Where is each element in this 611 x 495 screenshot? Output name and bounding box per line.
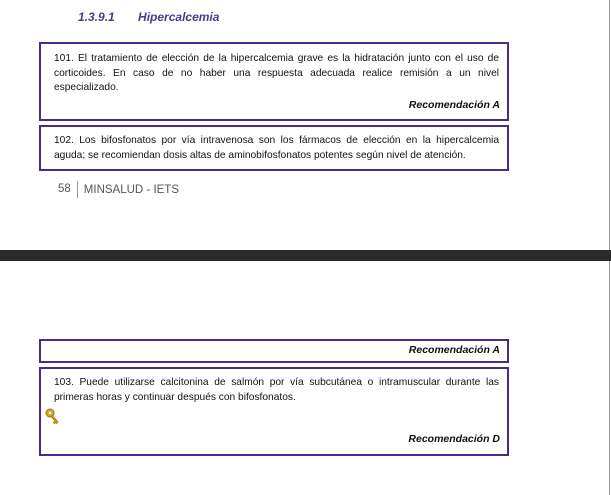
recommendation-box-101 [39, 42, 509, 121]
recommendation-text: 103. Puede utilizarse calcitonina de salmón por vía subcutánea o intramuscular durante las primeras horas y continuar después con bifosfonatos. [54, 377, 499, 403]
recommendation-text: 102. Los bifosfonatos por vía intravenosa son los fármacos de elección en la hipercalcemia aguda; se recomiendan dosis altas de aminobifosfonatos potentes según nivel de atención. [54, 135, 499, 161]
recommendation-grade: Recomendación D [408, 433, 500, 445]
page-footer [58, 181, 179, 198]
recommendation-text: 101. El tratamiento de elección de la hipercalcemia grave es la hidratación junto con el uso de corticoides. En caso de no haber una respuesta adecuada realice remisión a un nivel especializado. [54, 53, 499, 93]
key-icon[interactable] [45, 408, 61, 431]
page-separator [0, 250, 611, 261]
recommendation-box-103 [39, 367, 509, 456]
page-number: 58 [58, 181, 78, 198]
footer-publisher: MINSALUD - IETS [83, 183, 180, 196]
section-heading [78, 10, 219, 24]
document-page-bottom [0, 261, 610, 495]
recommendation-grade: Recomendación A [408, 99, 500, 111]
recommendation-box-102 [39, 125, 509, 171]
recommendation-grade: Recomendación A [408, 344, 500, 356]
section-number: 1.3.9.1 [78, 10, 115, 24]
recommendation-box-102-continued [39, 339, 509, 363]
section-title: Hipercalcemia [138, 10, 220, 24]
